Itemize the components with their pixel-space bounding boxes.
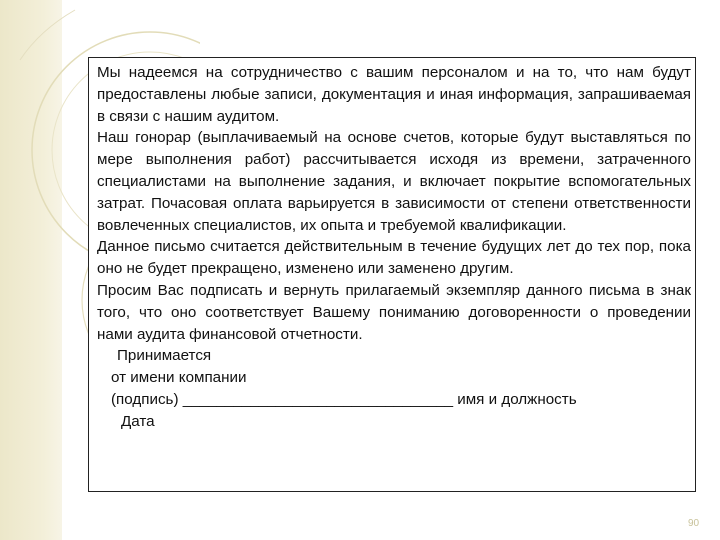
paragraph-fee: Наш гонорар (выплачиваемый на основе счетов, которые будут выставляться по мере выполнения работ) рассчитывается исходя из времени, затраченного специалистами на выполнение задания, и включает покрытие вспомогательных затрат. Почасовая оплата варьируется в зависимости от степени ответственности вовлеченных специалистов, их опыта и требуемой квалификации. bbox=[97, 129, 691, 234]
left-decorative-band bbox=[0, 0, 62, 540]
signature-accepted: Принимается bbox=[117, 347, 212, 365]
page-number: 90 bbox=[688, 518, 700, 529]
paragraph-cooperation: Мы надеемся на сотрудничество с вашим персоналом и на то, что нам будут предоставлены любые записи, документация и иная информация, запрашиваемая в связи с нашим аудитом. bbox=[97, 64, 691, 125]
paragraph-request: Просим Вас подписать и вернуть прилагаемый экземпляр данного письма в знак того, что оно соответствует Вашему пониманию договоренности о проведении нами аудита финансовой отчетности. bbox=[97, 281, 691, 343]
signature-line: (подпись) ________________________________ имя и должность bbox=[111, 390, 577, 408]
signature-on-behalf: от имени компании bbox=[111, 369, 247, 387]
paragraph-validity: Данное письмо считается действительным в течение будущих лет до тех пор, пока оно не будет прекращено, изменено или заменено другим. bbox=[97, 238, 691, 278]
letter-text bbox=[97, 62, 691, 433]
signature-date: Дата bbox=[121, 412, 155, 430]
